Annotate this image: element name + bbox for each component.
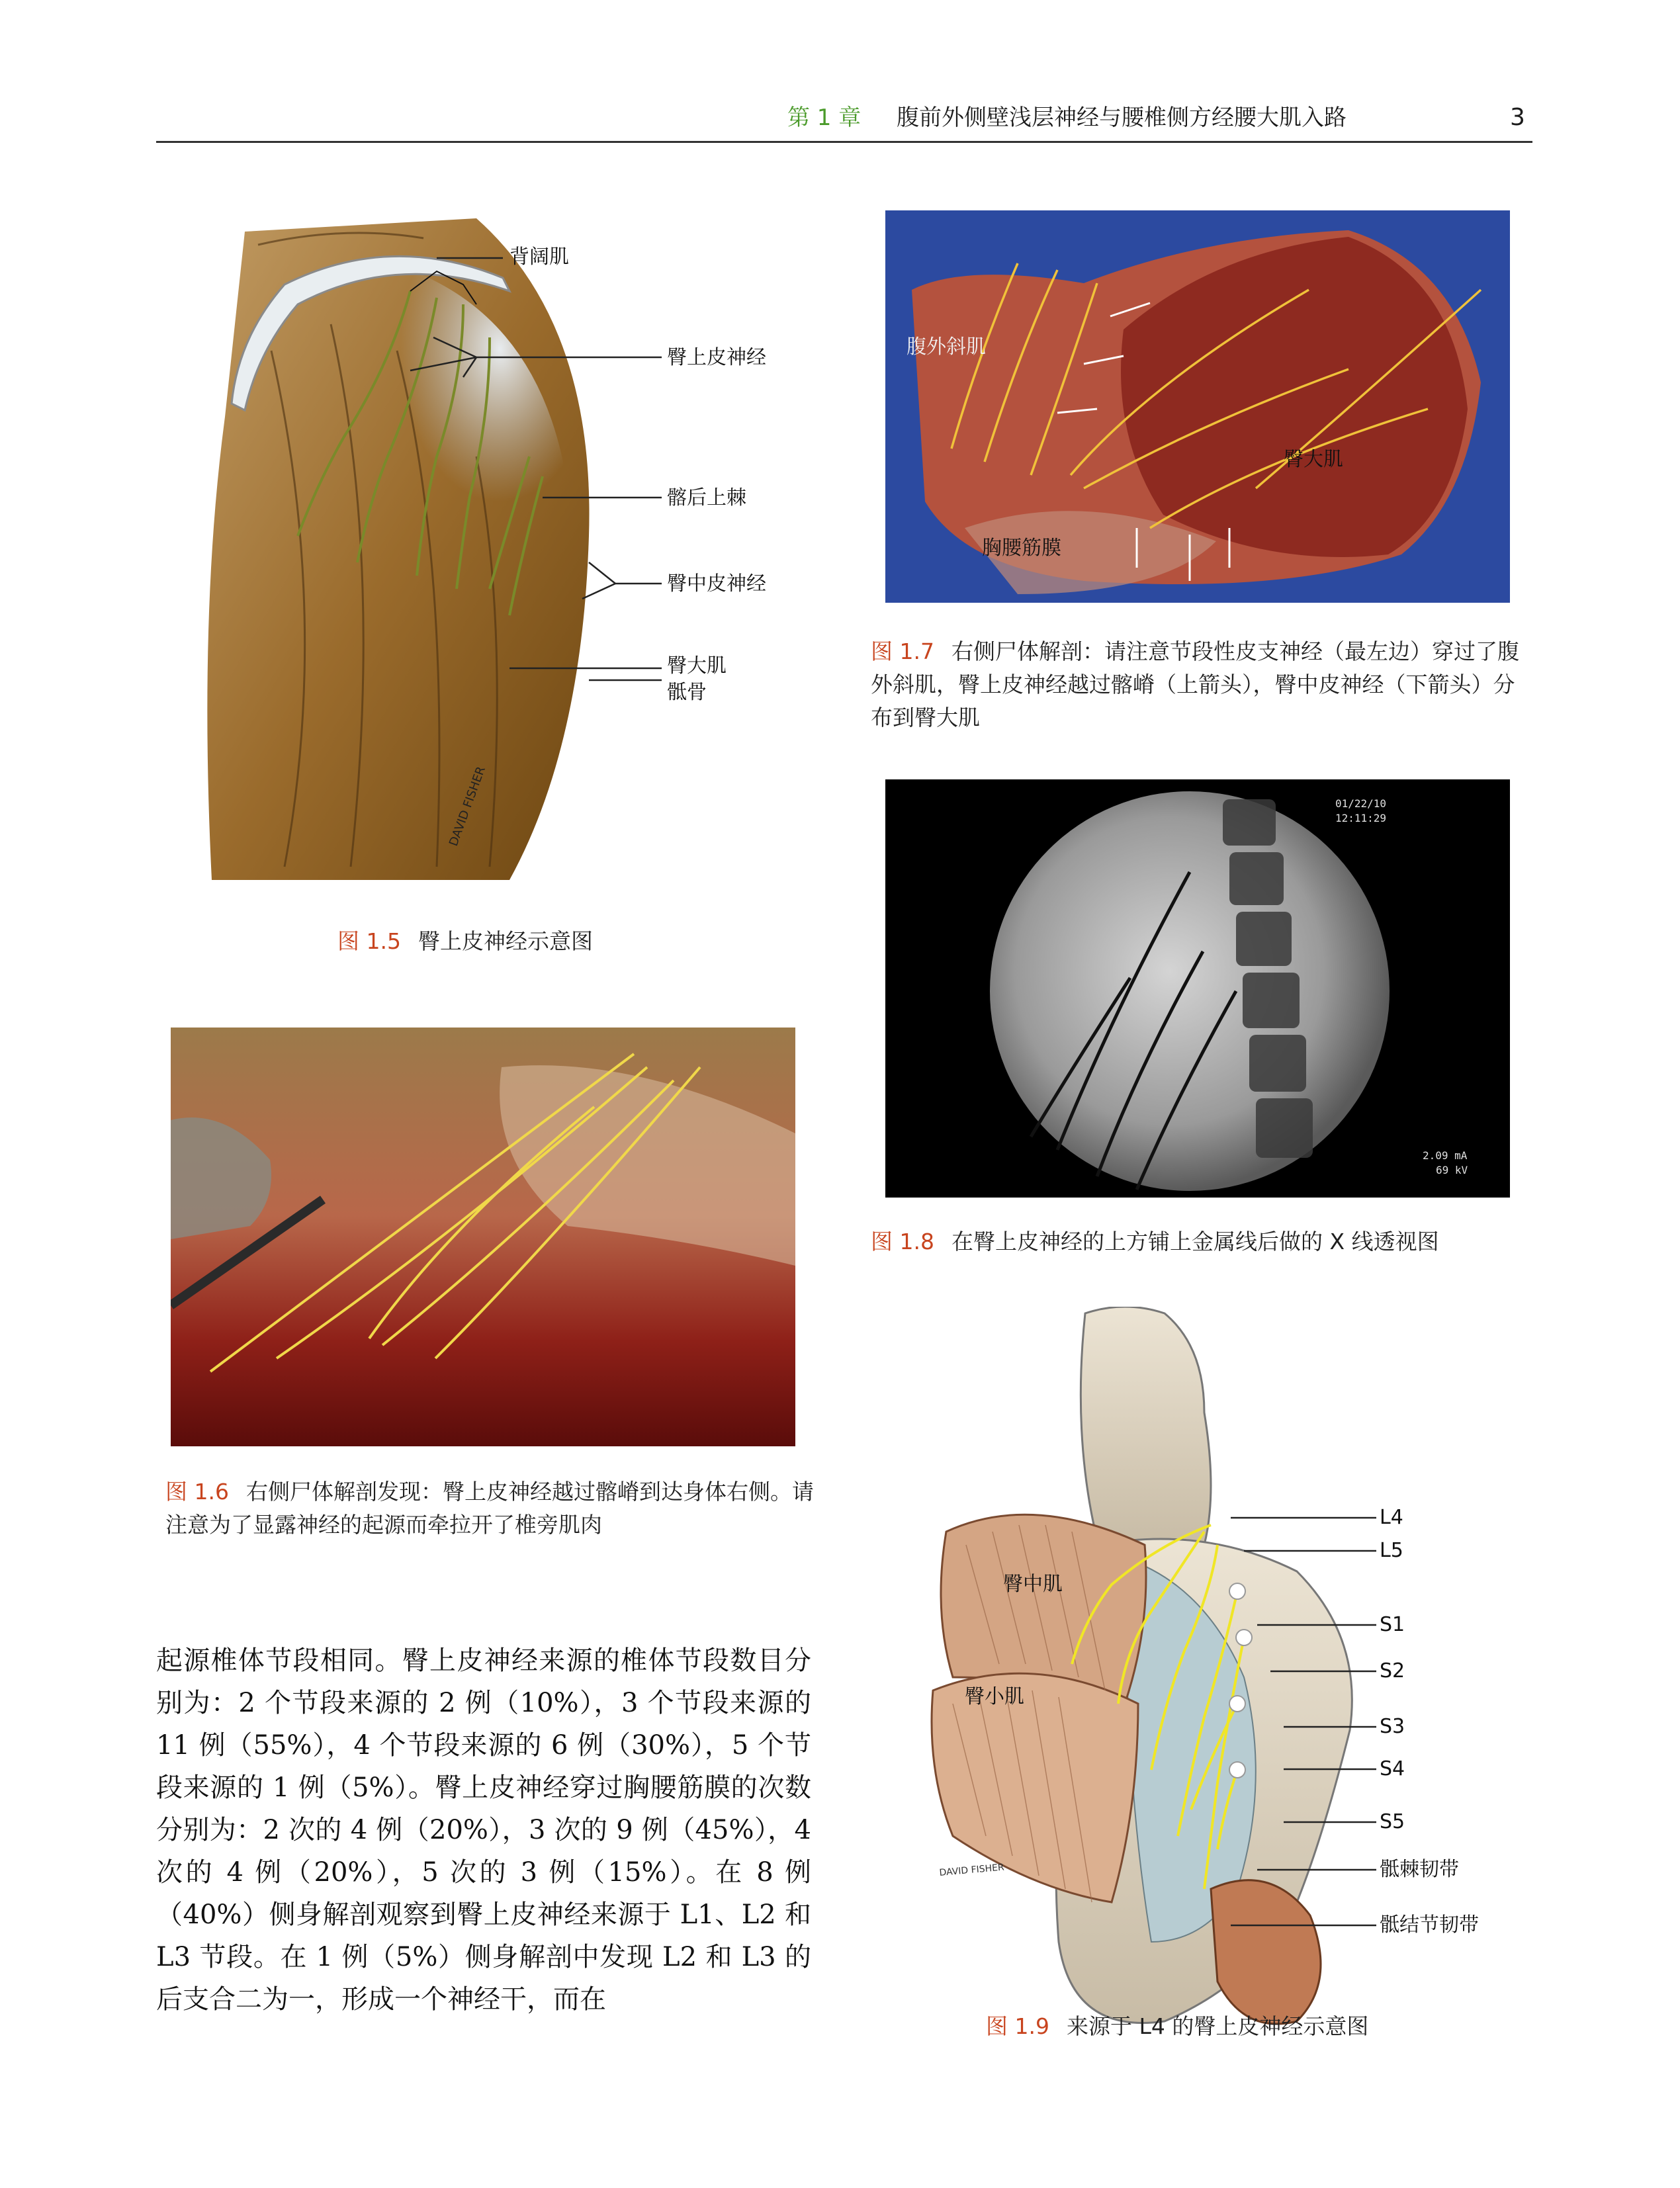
caption-text: 右侧尸体解剖：请注意节段性皮支神经（最左边）穿过了腹外斜肌，臀上皮神经越过髂嵴（上箭头），臀中皮神经（下箭头）分布到臀大肌 bbox=[871, 638, 1519, 730]
body-text: 起源椎体节段相同。臀上皮神经来源的椎体节段数目分别为：2 个节段来源的 2 例（10%），3 个节段来源的 11 例（55%），4 个节段来源的 6 例（30%），5 个节段来源的 1 例（5%）。臀上皮神经穿过胸腰筋膜的次数分别为：2 次的 4 例（20%），3 次的 9 例（45%），4 次的 4 例（20%），5 次的 3 例（15%）。在 8 例（40%）侧身解剖观察到臀上皮神经来源于 L1、L2 和 L3 节段。在 1 例（5%）侧身解剖中发现 L2 和 L3 的后支合二为一，形成一个神经干，而在 bbox=[156, 1645, 811, 2015]
figure-number: 图 1.8 bbox=[871, 1229, 934, 1254]
figure-1-7-caption bbox=[871, 635, 1526, 734]
figure-1-5-signature: DAVID FISHER bbox=[446, 764, 488, 848]
xray-date: 01/22/10 bbox=[1335, 797, 1387, 810]
label-s3: S3 bbox=[1380, 1715, 1405, 1738]
label-psis: 髂后上棘 bbox=[667, 486, 746, 509]
label-gluteus-min: 臀小肌 bbox=[965, 1685, 1024, 1708]
page-number: 3 bbox=[1510, 104, 1525, 131]
label-superior-cluneal: 臀上皮神经 bbox=[667, 346, 766, 369]
figure-1-7-photo bbox=[885, 210, 1510, 603]
xray-kv: 69 kV bbox=[1436, 1164, 1468, 1176]
chapter-number: 第 1 章 bbox=[787, 105, 862, 131]
body-paragraph bbox=[156, 1640, 811, 2021]
chapter-title: 腹前外侧壁浅层神经与腰椎侧方经腰大肌入路 bbox=[897, 105, 1347, 131]
label-l4: L4 bbox=[1380, 1506, 1403, 1529]
label-l5: L5 bbox=[1380, 1539, 1403, 1562]
figure-1-9-leaders bbox=[1231, 1502, 1403, 2005]
figure-number: 图 1.6 bbox=[165, 1479, 229, 1505]
figure-1-6-photo bbox=[171, 1028, 795, 1446]
label-gluteus-max-photo: 臀大肌 bbox=[1284, 448, 1343, 471]
label-s5: S5 bbox=[1380, 1810, 1405, 1833]
label-sacrotuberous: 骶结节韧带 bbox=[1380, 1913, 1479, 1937]
figure-1-9-caption bbox=[986, 2010, 1515, 2043]
caption-text: 右侧尸体解剖发现：臀上皮神经越过髂嵴到达身体右侧。请注意为了显露神经的起源而牵拉开了椎旁肌肉 bbox=[165, 1479, 814, 1538]
label-sacrum: 骶骨 bbox=[667, 681, 707, 704]
caption-text: 臀上皮神经示意图 bbox=[418, 928, 593, 954]
figure-number: 图 1.7 bbox=[871, 638, 934, 664]
label-s4: S4 bbox=[1380, 1757, 1405, 1780]
label-sacrospinous: 骶棘韧带 bbox=[1380, 1858, 1459, 1881]
label-latissimus: 背阔肌 bbox=[509, 245, 569, 269]
header-rule bbox=[156, 141, 1532, 143]
label-thoracolumbar-fascia: 胸腰筋膜 bbox=[982, 537, 1061, 560]
figure-1-5-leaders bbox=[371, 238, 675, 715]
figure-number: 图 1.5 bbox=[337, 928, 401, 954]
figure-1-8-xray bbox=[885, 779, 1510, 1198]
figure-1-9-signature: DAVID FISHER bbox=[938, 1862, 1005, 1878]
label-s2: S2 bbox=[1380, 1659, 1405, 1683]
label-external-oblique: 腹外斜肌 bbox=[906, 335, 986, 359]
xray-ma: 2.09 mA bbox=[1423, 1149, 1468, 1162]
label-gluteus-med: 臀中肌 bbox=[1003, 1573, 1063, 1596]
caption-text: 来源于 L4 的臀上皮神经示意图 bbox=[1066, 2013, 1369, 2039]
figure-1-8-caption bbox=[871, 1225, 1526, 1258]
figure-1-6-caption bbox=[165, 1475, 814, 1542]
xray-time: 12:11:29 bbox=[1335, 812, 1387, 824]
label-middle-cluneal: 臀中皮神经 bbox=[667, 572, 766, 595]
label-s1: S1 bbox=[1380, 1613, 1405, 1636]
caption-text: 在臀上皮神经的上方铺上金属线后做的 X 线透视图 bbox=[951, 1229, 1439, 1254]
label-gluteus-max: 臀大肌 bbox=[667, 654, 727, 678]
figure-1-5-caption bbox=[337, 925, 734, 958]
figure-number: 图 1.9 bbox=[986, 2013, 1049, 2039]
